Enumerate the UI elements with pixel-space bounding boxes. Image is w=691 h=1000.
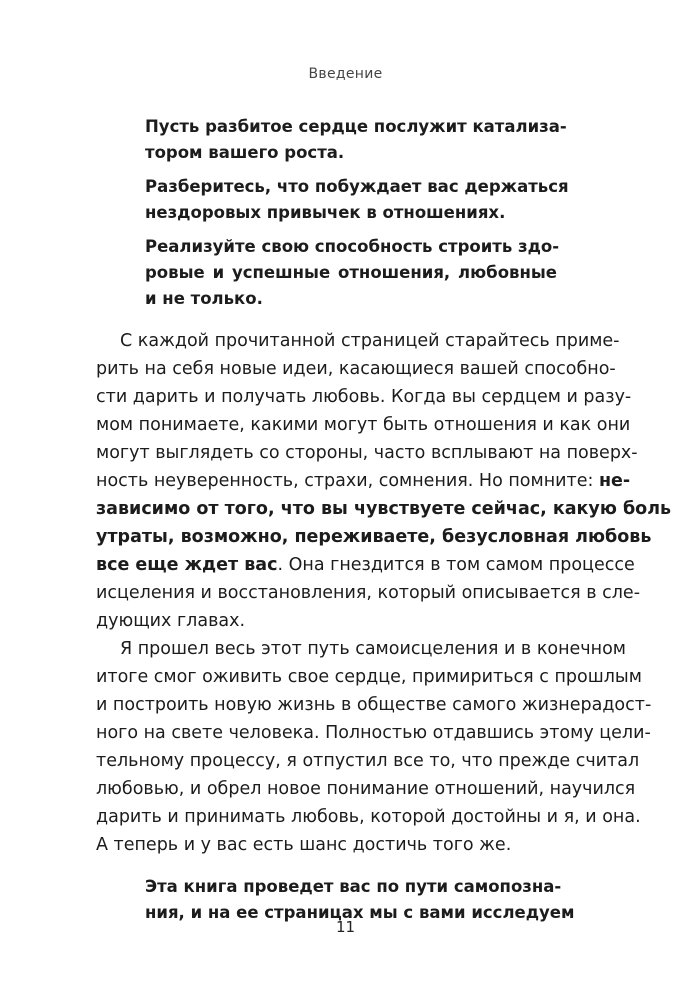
goal-1-line-1: Пусть разбитое сердце послужит катализа- xyxy=(145,117,567,136)
page-number: 11 xyxy=(335,918,356,936)
paragraph-line: Я прошел весь этот путь самоисцеления и в конечном xyxy=(120,639,626,659)
emphasis-line: зависимо от того, что вы чувствуете сейчас, какую боль xyxy=(96,499,672,519)
paragraph-line: могут выглядеть со стороны, часто всплывают на поверх- xyxy=(96,443,638,463)
paragraph-line xyxy=(96,468,631,494)
goal-1-line-2: тором вашего роста. xyxy=(145,143,345,162)
goal-2-line-1: Разберитесь, что побуждает вас держаться xyxy=(145,177,569,196)
goal-3-line-3: и не только. xyxy=(145,289,263,308)
goal-3-line-2: ровые и успешные отношения, любовные xyxy=(145,263,557,282)
emphasis-line: утраты, возможно, переживаете, безусловная любовь xyxy=(96,527,652,547)
paragraph-line: С каждой прочитанной страницей старайтесь приме- xyxy=(120,331,620,351)
paragraph-line: тельному процессу, я отпустил все то, что прежде считал xyxy=(96,751,640,771)
paragraph-line: дарить и принимать любовь, которой достойны и я, и она. xyxy=(96,807,641,827)
running-title: Введение xyxy=(308,66,383,82)
paragraph-line: любовью, и обрел новое понимание отношений, научился xyxy=(96,779,636,799)
closing-line: ния, и на ее страницах мы с вами исследуем xyxy=(145,903,575,922)
paragraph-text: . Она гнездится в том самом процессе xyxy=(277,555,635,575)
paragraph-line: рить на себя новые идеи, касающиеся вашей способно- xyxy=(96,359,616,379)
paragraph-line: исцеления и восстановления, который описывается в сле- xyxy=(96,583,641,603)
paragraph-line: сти дарить и получать любовь. Когда вы сердцем и разу- xyxy=(96,387,632,407)
goal-3-line-1: Реализуйте свою способность строить здо- xyxy=(145,237,560,256)
paragraph-line: дующих главах. xyxy=(96,611,246,631)
paragraph-line: ного на свете человека. Полностью отдавшись этому цели- xyxy=(96,723,651,743)
paragraph-text: ность неуверенность, страхи, сомнения. Но помните: xyxy=(96,471,599,491)
goal-2-line-2: нездоровых привычек в отношениях. xyxy=(145,203,506,222)
emphasis-text: не- xyxy=(598,471,631,491)
paragraph-line: мом понимаете, какими могут быть отношения и как они xyxy=(96,415,631,435)
emphasis-text: все еще ждет вас xyxy=(96,555,278,575)
paragraph-line: А теперь и у вас есть шанс достичь того же. xyxy=(96,835,512,855)
paragraph-line: итоге смог оживить свое сердце, примириться с прошлым xyxy=(96,667,642,687)
paragraph-line: и построить новую жизнь в обществе самого жизнерадост- xyxy=(96,695,652,715)
paragraph-line xyxy=(96,552,635,578)
closing-line: Эта книга проведет вас по пути самопозна- xyxy=(145,877,562,896)
